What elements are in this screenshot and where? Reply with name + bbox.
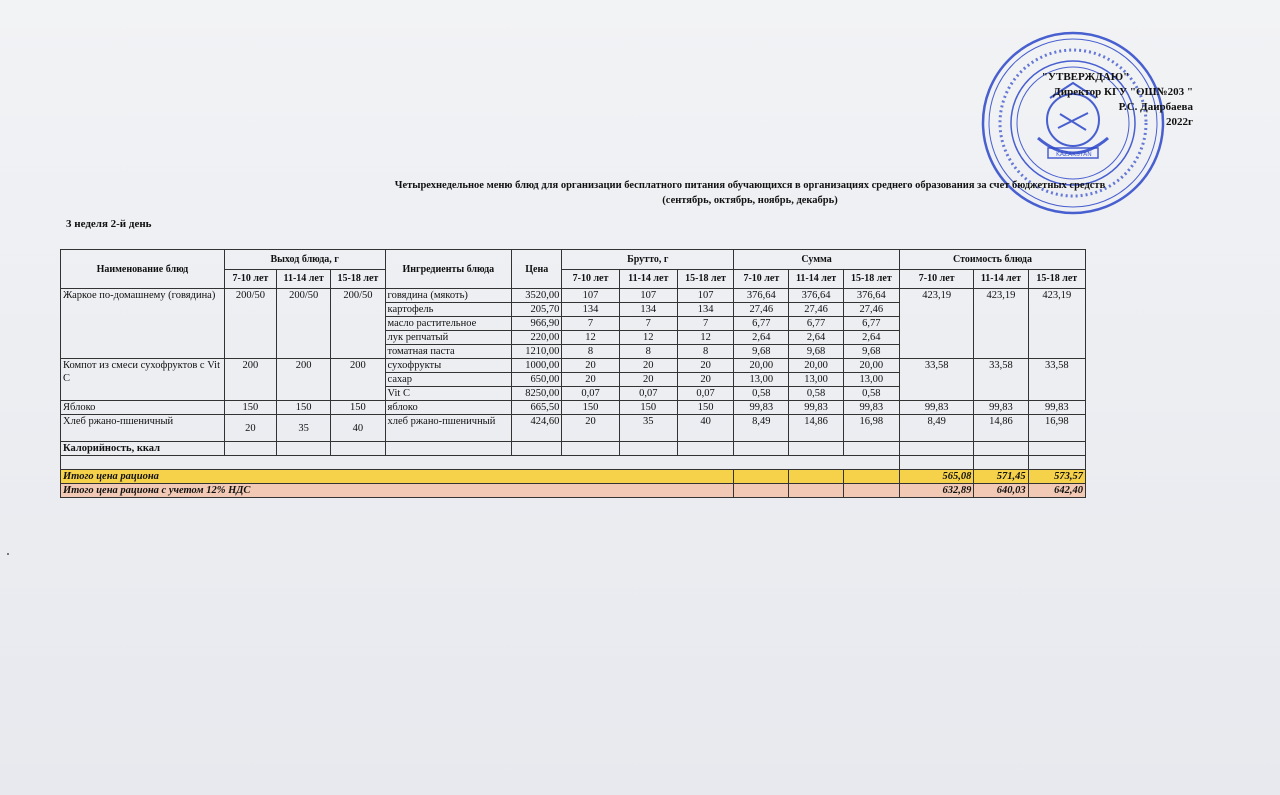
menu-body xyxy=(61,289,1086,498)
calories-cell xyxy=(385,442,512,456)
header-sum-age-3: 15-18 лет xyxy=(843,269,899,289)
title-line-1: Четырехнедельное меню блюд для организации бесплатного питания обучающихся в организациях среднего образования за счет бюджетных средств xyxy=(394,180,1106,191)
total-row xyxy=(61,470,1086,484)
dish-cost-cell: 16,98 xyxy=(1028,415,1085,442)
ingredient-gross-cell: 12 xyxy=(619,331,677,345)
ingredient-sum-cell: 99,83 xyxy=(734,401,789,415)
dish-cost-cell: 14,86 xyxy=(974,415,1028,442)
header-ingredients: Ингредиенты блюда xyxy=(385,250,512,289)
ingredient-price-cell: 665,50 xyxy=(512,401,562,415)
ingredient-sum-cell: 99,83 xyxy=(789,401,843,415)
total-blank-cell xyxy=(843,470,899,484)
dish-cost-cell: 99,83 xyxy=(900,401,974,415)
table-row xyxy=(61,359,1086,373)
dish-yield-cell: 20 xyxy=(224,415,276,442)
approval-heading: "УТВЕРЖДАЮ" xyxy=(1041,71,1130,83)
header-cost-age-2: 11-14 лет xyxy=(974,269,1028,289)
calories-row xyxy=(61,442,1086,456)
header-price: Цена xyxy=(512,250,562,289)
ingredient-price-cell: 424,60 xyxy=(512,415,562,442)
ingredient-price-cell: 3520,00 xyxy=(512,289,562,303)
header-sum-age-1: 7-10 лет xyxy=(734,269,789,289)
total-blank-cell xyxy=(734,470,789,484)
ingredient-gross-cell: 134 xyxy=(619,303,677,317)
ingredient-gross-cell: 0,07 xyxy=(619,387,677,401)
dish-yield-cell: 200 xyxy=(277,359,331,401)
spacer-cell xyxy=(900,456,974,470)
ingredient-gross-cell: 107 xyxy=(619,289,677,303)
ingredient-gross-cell: 8 xyxy=(677,345,733,359)
ingredient-sum-cell: 13,00 xyxy=(734,373,789,387)
ingredient-sum-cell: 20,00 xyxy=(789,359,843,373)
ingredient-sum-cell: 376,64 xyxy=(843,289,899,303)
ingredient-gross-cell: 107 xyxy=(562,289,619,303)
ingredient-sum-cell: 9,68 xyxy=(789,345,843,359)
svg-text:KAZAKSTAN: KAZAKSTAN xyxy=(1056,151,1092,158)
approval-year: 2022г xyxy=(1166,116,1193,128)
total_vat-label: Итого цена рациона с учетом 12% НДС xyxy=(61,484,734,498)
ingredient-gross-cell: 20 xyxy=(562,373,619,387)
header-cost: Стоимость блюда xyxy=(900,250,1086,270)
ingredient-name-cell: говядина (мякоть) xyxy=(385,289,512,303)
ingredient-sum-cell: 9,68 xyxy=(843,345,899,359)
ingredient-sum-cell: 27,46 xyxy=(734,303,789,317)
ingredient-sum-cell: 0,58 xyxy=(789,387,843,401)
title-line-2: (сентябрь, октябрь, ноябрь, декабрь) xyxy=(662,195,838,206)
approval-signatory: Р.С. Даирбаева xyxy=(1118,101,1193,113)
total-blank-cell xyxy=(789,470,843,484)
week-day-label: 3 неделя 2-й день xyxy=(66,218,152,230)
ingredient-sum-cell: 0,58 xyxy=(843,387,899,401)
ingredient-gross-cell: 8 xyxy=(562,345,619,359)
ingredient-sum-cell: 6,77 xyxy=(843,317,899,331)
ingredient-gross-cell: 20 xyxy=(677,373,733,387)
dish-yield-cell: 40 xyxy=(331,415,385,442)
header-gross-age-3: 15-18 лет xyxy=(677,269,733,289)
ingredient-name-cell: хлеб ржано-пшеничный xyxy=(385,415,512,442)
ingredient-gross-cell: 7 xyxy=(677,317,733,331)
dish-yield-cell: 150 xyxy=(277,401,331,415)
ingredient-name-cell: томатная паста xyxy=(385,345,512,359)
dish-yield-cell: 200 xyxy=(224,359,276,401)
ingredient-sum-cell: 376,64 xyxy=(789,289,843,303)
calories-cell xyxy=(562,442,619,456)
ingredient-gross-cell: 20 xyxy=(619,359,677,373)
ingredient-gross-cell: 134 xyxy=(562,303,619,317)
spacer-cell xyxy=(974,456,1028,470)
header-yield-age-3: 15-18 лет xyxy=(331,269,385,289)
ingredient-price-cell: 1000,00 xyxy=(512,359,562,373)
calories-cell xyxy=(974,442,1028,456)
ingredient-gross-cell: 20 xyxy=(677,359,733,373)
table-row xyxy=(61,401,1086,415)
ingredient-price-cell: 220,00 xyxy=(512,331,562,345)
ingredient-name-cell: лук репчатый xyxy=(385,331,512,345)
dish-yield-cell: 200/50 xyxy=(224,289,276,359)
ingredient-price-cell: 966,90 xyxy=(512,317,562,331)
ingredient-gross-cell: 150 xyxy=(562,401,619,415)
ingredient-sum-cell: 27,46 xyxy=(843,303,899,317)
dish-yield-cell: 150 xyxy=(331,401,385,415)
ingredient-name-cell: сахар xyxy=(385,373,512,387)
ingredient-sum-cell: 0,58 xyxy=(734,387,789,401)
table-row xyxy=(61,289,1086,303)
total_vat-value-cell: 632,89 xyxy=(900,484,974,498)
total_vat-blank-cell xyxy=(843,484,899,498)
total-value-cell: 573,57 xyxy=(1028,470,1085,484)
ingredient-sum-cell: 13,00 xyxy=(843,373,899,387)
ingredient-sum-cell: 27,46 xyxy=(789,303,843,317)
header-cost-age-1: 7-10 лет xyxy=(900,269,974,289)
ingredient-sum-cell: 2,64 xyxy=(843,331,899,345)
calories-cell xyxy=(1028,442,1085,456)
ingredient-sum-cell: 376,64 xyxy=(734,289,789,303)
ingredient-sum-cell: 8,49 xyxy=(734,415,789,442)
total-value-cell: 565,08 xyxy=(900,470,974,484)
ingredient-gross-cell: 150 xyxy=(677,401,733,415)
total-label: Итого цена рациона xyxy=(61,470,734,484)
ingredient-gross-cell: 20 xyxy=(619,373,677,387)
ingredient-sum-cell: 2,64 xyxy=(734,331,789,345)
total_vat-value-cell: 640,03 xyxy=(974,484,1028,498)
total_vat-row xyxy=(61,484,1086,498)
header-cost-age-3: 15-18 лет xyxy=(1028,269,1085,289)
ingredient-name-cell: Vit C xyxy=(385,387,512,401)
calories-cell xyxy=(734,442,789,456)
dish-cost-cell: 33,58 xyxy=(974,359,1028,401)
ingredient-gross-cell: 0,07 xyxy=(562,387,619,401)
ingredient-gross-cell: 0,07 xyxy=(677,387,733,401)
header-gross-age-2: 11-14 лет xyxy=(619,269,677,289)
calories-cell xyxy=(789,442,843,456)
calories-cell xyxy=(277,442,331,456)
dish-yield-cell: 35 xyxy=(277,415,331,442)
dish-yield-cell: 200/50 xyxy=(331,289,385,359)
calories-cell xyxy=(677,442,733,456)
ingredient-sum-cell: 2,64 xyxy=(789,331,843,345)
dish-cost-cell: 33,58 xyxy=(900,359,974,401)
calories-cell xyxy=(843,442,899,456)
dish-yield-cell: 150 xyxy=(224,401,276,415)
ingredient-price-cell: 205,70 xyxy=(512,303,562,317)
dish-name-cell: Жаркое по-домашнему (говядина) xyxy=(61,289,225,359)
dish-cost-cell: 8,49 xyxy=(900,415,974,442)
approval-stamp-text xyxy=(1018,70,1193,130)
dish-cost-cell: 423,19 xyxy=(974,289,1028,359)
ingredient-gross-cell: 107 xyxy=(677,289,733,303)
ingredient-gross-cell: 8 xyxy=(619,345,677,359)
header-gross-age-1: 7-10 лет xyxy=(562,269,619,289)
spacer-cell xyxy=(61,456,900,470)
ingredient-gross-cell: 12 xyxy=(562,331,619,345)
calories-cell xyxy=(619,442,677,456)
ingredient-gross-cell: 35 xyxy=(619,415,677,442)
ingredient-price-cell: 1210,00 xyxy=(512,345,562,359)
ingredient-price-cell: 650,00 xyxy=(512,373,562,387)
total_vat-blank-cell xyxy=(789,484,843,498)
total_vat-value-cell: 642,40 xyxy=(1028,484,1085,498)
page-mark xyxy=(7,553,9,555)
dish-name-cell: Хлеб ржано-пшеничный xyxy=(61,415,225,442)
ingredient-gross-cell: 7 xyxy=(619,317,677,331)
document-title xyxy=(300,178,1200,208)
dish-cost-cell: 423,19 xyxy=(900,289,974,359)
ingredient-gross-cell: 20 xyxy=(562,359,619,373)
approval-director: Директор КГУ "ОШ№203 " xyxy=(1053,86,1193,98)
header-gross: Брутто, г xyxy=(562,250,734,270)
dish-cost-cell: 33,58 xyxy=(1028,359,1085,401)
ingredient-sum-cell: 6,77 xyxy=(734,317,789,331)
calories-cell xyxy=(512,442,562,456)
ingredient-name-cell: яблоко xyxy=(385,401,512,415)
ingredient-gross-cell: 7 xyxy=(562,317,619,331)
dish-cost-cell: 99,83 xyxy=(1028,401,1085,415)
header-yield-age-1: 7-10 лет xyxy=(224,269,276,289)
ingredient-name-cell: картофель xyxy=(385,303,512,317)
header-yield: Выход блюда, г xyxy=(224,250,385,270)
dish-name-cell: Компот из смеси сухофруктов с Vit C xyxy=(61,359,225,401)
ingredient-name-cell: сухофрукты xyxy=(385,359,512,373)
ingredient-gross-cell: 12 xyxy=(677,331,733,345)
ingredient-sum-cell: 13,00 xyxy=(789,373,843,387)
total-value-cell: 571,45 xyxy=(974,470,1028,484)
header-yield-age-2: 11-14 лет xyxy=(277,269,331,289)
ingredient-sum-cell: 20,00 xyxy=(734,359,789,373)
dish-cost-cell: 423,19 xyxy=(1028,289,1085,359)
ingredient-sum-cell: 16,98 xyxy=(843,415,899,442)
header-sum-age-2: 11-14 лет xyxy=(789,269,843,289)
dish-name-cell: Яблоко xyxy=(61,401,225,415)
ingredient-sum-cell: 9,68 xyxy=(734,345,789,359)
dish-cost-cell: 99,83 xyxy=(974,401,1028,415)
ingredient-sum-cell: 20,00 xyxy=(843,359,899,373)
calories-cell xyxy=(331,442,385,456)
ingredient-gross-cell: 20 xyxy=(562,415,619,442)
dish-yield-cell: 200 xyxy=(331,359,385,401)
calories-cell xyxy=(900,442,974,456)
ingredient-gross-cell: 150 xyxy=(619,401,677,415)
calories-cell xyxy=(224,442,276,456)
total_vat-blank-cell xyxy=(734,484,789,498)
ingredient-sum-cell: 14,86 xyxy=(789,415,843,442)
calories-label: Калорийность, ккал xyxy=(61,442,225,456)
ingredient-gross-cell: 40 xyxy=(677,415,733,442)
ingredient-name-cell: масло растительное xyxy=(385,317,512,331)
ingredient-gross-cell: 134 xyxy=(677,303,733,317)
table-row xyxy=(61,415,1086,442)
ingredient-sum-cell: 6,77 xyxy=(789,317,843,331)
dish-yield-cell: 200/50 xyxy=(277,289,331,359)
header-dish-name: Наименование блюд xyxy=(61,250,225,289)
spacer-row xyxy=(61,456,1086,470)
ingredient-price-cell: 8250,00 xyxy=(512,387,562,401)
menu-table xyxy=(60,249,1086,498)
header-sum: Сумма xyxy=(734,250,900,270)
ingredient-sum-cell: 99,83 xyxy=(843,401,899,415)
spacer-cell xyxy=(1028,456,1085,470)
